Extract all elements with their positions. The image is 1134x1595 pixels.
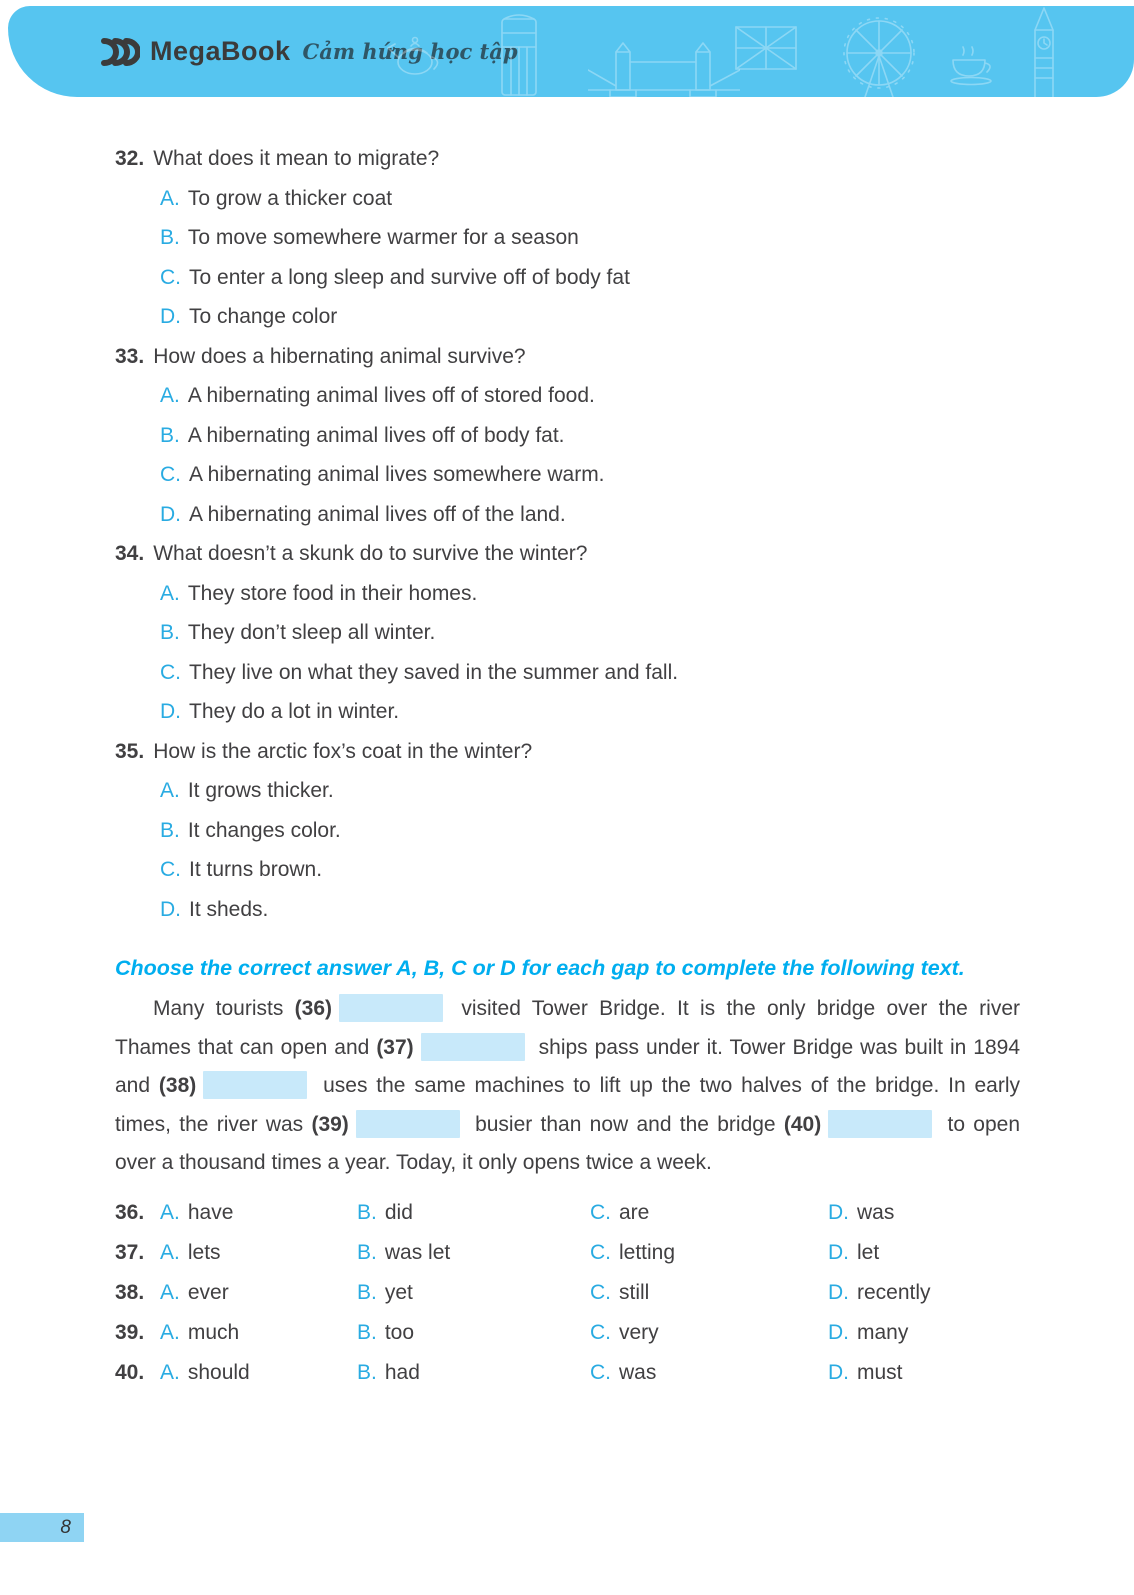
answer-option	[160, 495, 1018, 535]
question-number: 38.	[115, 1280, 145, 1304]
question	[115, 337, 1018, 535]
option-letter: D.	[160, 700, 181, 723]
option-text: It turns brown.	[189, 858, 323, 881]
answer-option	[828, 1233, 1018, 1273]
answer-option	[828, 1313, 1018, 1353]
gap-blank	[203, 1071, 307, 1099]
option-letter: D.	[160, 897, 181, 921]
question-text: How does a hibernating animal survive?	[153, 344, 526, 368]
option-text: A hibernating animal lives off of stored food.	[187, 384, 595, 407]
option-text: A hibernating animal lives somewhere warm.	[189, 463, 605, 486]
question-line	[115, 534, 1018, 574]
option-letter: D.	[828, 1200, 849, 1224]
answer-option	[160, 692, 1018, 732]
question	[115, 534, 1018, 732]
answer-option	[160, 574, 1018, 614]
section-instruction: Choose the correct answer A, B, C or D for each gap to complete the following text.	[115, 956, 965, 980]
option-letter: D.	[828, 1240, 849, 1264]
answer-option	[160, 890, 1018, 930]
option-letter: C.	[590, 1280, 611, 1304]
page-number-badge	[0, 1513, 84, 1542]
option-letter: A.	[160, 1360, 180, 1384]
answer-option	[160, 455, 1018, 495]
option-text: was	[857, 1200, 895, 1224]
option-letter: D.	[160, 305, 181, 328]
answer-grid	[115, 1193, 1018, 1393]
question-text: What does it mean to migrate?	[153, 147, 440, 170]
option-text: very	[619, 1320, 659, 1344]
exercise-content	[0, 97, 1134, 1393]
answer-option	[828, 1353, 1018, 1393]
question-line	[115, 732, 1018, 772]
option-text: recently	[857, 1280, 931, 1304]
option-letter: B.	[357, 1200, 377, 1224]
option-text: have	[187, 1200, 234, 1224]
option-text: was let	[384, 1240, 451, 1264]
option-letter: A.	[160, 1200, 180, 1224]
option-text: They store food in their homes.	[187, 581, 478, 605]
option-letter: B.	[357, 1240, 377, 1264]
option-text: They do a lot in winter.	[189, 700, 400, 723]
question-number: 39.	[115, 1320, 145, 1344]
option-text: let	[857, 1240, 880, 1264]
option-letter: A.	[160, 1320, 180, 1344]
option-text: They don’t sleep all winter.	[187, 621, 436, 644]
gap-number: (38)	[158, 1074, 197, 1097]
answer-option	[160, 1193, 357, 1233]
gap-number: (40)	[783, 1112, 822, 1136]
gap-blank	[339, 994, 443, 1022]
option-letter: C.	[590, 1240, 611, 1264]
option-text: They live on what they saved in the summer and fall.	[189, 660, 679, 684]
answer-option	[357, 1233, 590, 1273]
option-text: It changes color.	[187, 818, 341, 842]
answer-grid-row	[115, 1353, 1018, 1393]
question-line	[115, 337, 1018, 377]
answer-option	[160, 811, 1018, 851]
logo-tagline: Cảm hứng học tập	[302, 39, 518, 64]
option-text: It grows thicker.	[187, 779, 334, 802]
answer-option	[590, 1193, 828, 1233]
question-number: 34.	[115, 542, 145, 565]
question-number: 37.	[115, 1240, 145, 1264]
gap-blank	[828, 1110, 932, 1138]
uk-flag-icon	[735, 26, 797, 70]
answer-option	[357, 1193, 590, 1233]
option-letter: C.	[590, 1320, 611, 1344]
answer-option	[828, 1193, 1018, 1233]
answer-option	[160, 179, 1018, 219]
answer-option	[160, 613, 1018, 653]
paragraph-text: Many tourists	[153, 997, 295, 1020]
answer-option	[160, 1313, 357, 1353]
option-letter: D.	[160, 502, 181, 526]
answer-option	[357, 1313, 590, 1353]
answer-option	[160, 771, 1018, 811]
paragraph-text: visited Tower Bridge. It is the only bridge over the river Thames that can open and	[115, 997, 1020, 1059]
answer-option	[590, 1353, 828, 1393]
option-text: To change color	[189, 305, 338, 328]
answer-grid-row	[115, 1233, 1018, 1273]
option-letter: B.	[160, 226, 180, 249]
answer-option	[160, 297, 1018, 337]
page-header	[8, 6, 1134, 97]
option-letter: A.	[160, 1240, 180, 1264]
teacup-icon	[945, 46, 995, 86]
option-letter: B.	[357, 1280, 377, 1304]
option-letter: A.	[160, 779, 180, 802]
answer-option	[357, 1273, 590, 1313]
option-letter: C.	[590, 1200, 611, 1224]
answer-grid-row	[115, 1273, 1018, 1313]
option-letter: A.	[160, 186, 180, 210]
question-number: 40.	[115, 1360, 145, 1384]
page-number: 8	[60, 1516, 71, 1538]
option-letter: D.	[828, 1360, 849, 1384]
question-line	[115, 139, 1018, 179]
answer-option	[828, 1273, 1018, 1313]
gap-number: (37)	[376, 1035, 414, 1059]
option-letter: A.	[160, 384, 180, 407]
gap-blank	[356, 1110, 460, 1138]
answer-option	[590, 1233, 828, 1273]
option-text: A hibernating animal lives off of body fat.	[187, 423, 565, 447]
answer-grid-row	[115, 1193, 1018, 1233]
answer-option	[160, 1233, 357, 1273]
gap-number: (36)	[294, 997, 333, 1020]
option-text: To move somewhere warmer for a season	[187, 226, 579, 249]
option-letter: D.	[828, 1320, 849, 1344]
answer-option	[590, 1313, 828, 1353]
question-number: 32.	[115, 147, 145, 170]
answer-option	[160, 850, 1018, 890]
option-letter: A.	[160, 581, 180, 605]
question	[115, 139, 1018, 337]
book-page	[0, 6, 1134, 1595]
big-ben-icon	[1022, 6, 1066, 97]
option-text: letting	[619, 1240, 676, 1264]
option-letter: C.	[160, 265, 181, 289]
option-letter: B.	[357, 1320, 377, 1344]
gap-blank	[421, 1033, 525, 1061]
option-letter: C.	[590, 1360, 611, 1384]
paragraph-text: uses the same machines to lift up the two halves of the bridge. In early times, the river was	[115, 1074, 1020, 1136]
answer-option	[160, 376, 1018, 416]
option-letter: B.	[160, 818, 180, 842]
answer-option	[357, 1353, 590, 1393]
gap-number: (39)	[311, 1112, 349, 1136]
option-text: To enter a long sleep and survive off of body fat	[189, 265, 630, 289]
option-letter: C.	[160, 463, 181, 486]
option-text: had	[384, 1360, 420, 1384]
gap-fill-paragraph	[115, 990, 1020, 1183]
option-text: was	[619, 1360, 657, 1384]
logo-chevrons-icon	[100, 38, 140, 66]
option-text: A hibernating animal lives off of the land.	[189, 502, 566, 526]
option-text: should	[187, 1360, 250, 1384]
answer-option	[160, 258, 1018, 298]
option-letter: B.	[357, 1360, 377, 1384]
question-text: How is the arctic fox’s coat in the winter?	[153, 739, 533, 763]
answer-option	[160, 653, 1018, 693]
option-text: lets	[187, 1240, 221, 1264]
answer-option	[590, 1273, 828, 1313]
option-text: are	[619, 1200, 650, 1224]
question-text: What doesn’t a skunk do to survive the winter?	[153, 542, 588, 565]
option-text: yet	[384, 1280, 413, 1304]
tower-bridge-icon	[588, 42, 740, 97]
answer-grid-row	[115, 1313, 1018, 1353]
option-text: many	[857, 1320, 909, 1344]
option-letter: B.	[160, 621, 180, 644]
question-number: 33.	[115, 344, 145, 368]
option-text: It sheds.	[189, 897, 269, 921]
option-letter: C.	[160, 858, 181, 881]
option-text: To grow a thicker coat	[187, 186, 393, 210]
paragraph-text: busier than now and the bridge	[466, 1112, 784, 1136]
option-text: too	[384, 1320, 415, 1344]
question-number: 36.	[115, 1200, 145, 1224]
option-text: much	[187, 1320, 240, 1344]
option-text: must	[857, 1360, 903, 1384]
option-letter: B.	[160, 423, 180, 447]
question	[115, 732, 1018, 930]
option-letter: D.	[828, 1280, 849, 1304]
answer-option	[160, 1273, 357, 1313]
option-text: still	[619, 1280, 650, 1304]
megabook-logo	[100, 6, 518, 97]
answer-option	[160, 218, 1018, 258]
logo-text: MegaBook	[150, 36, 291, 66]
question-number: 35.	[115, 739, 145, 763]
answer-option	[160, 416, 1018, 456]
answer-option	[160, 1353, 357, 1393]
option-letter: A.	[160, 1280, 180, 1304]
option-text: ever	[187, 1280, 229, 1304]
london-eye-icon	[838, 16, 920, 97]
paragraph-text: ships pass under it. Tower Bridge was built in 1894 and	[115, 1035, 1020, 1097]
paragraph-text: to open over a thousand times a year. Today, it only opens twice a week.	[115, 1112, 1020, 1174]
multiple-choice-questions	[115, 139, 1018, 929]
option-letter: C.	[160, 660, 181, 684]
option-text: did	[384, 1200, 413, 1224]
